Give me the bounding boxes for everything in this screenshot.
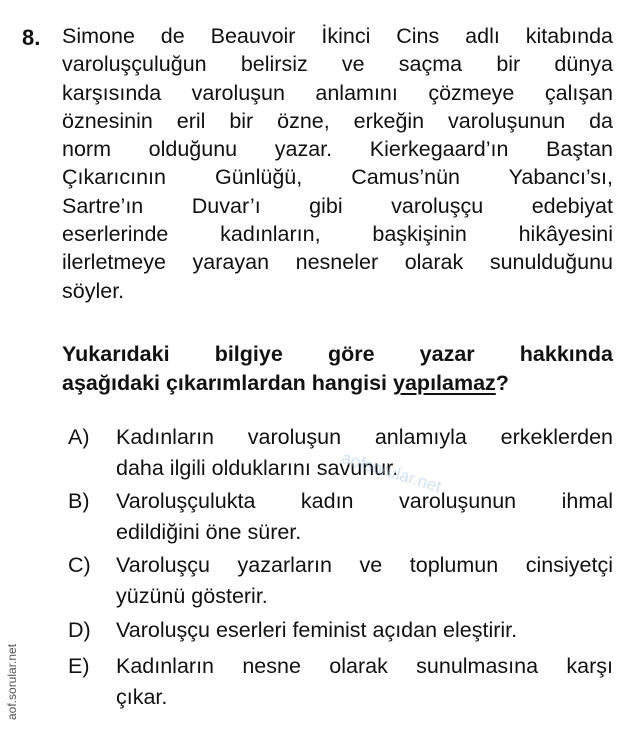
- option-text-line: Varoluşçu eserleri feminist açıdan eleştirir.: [116, 618, 518, 642]
- option-text-line: Varoluşçulukta kadın varoluşunun ihmal: [116, 489, 613, 513]
- question-paragraph: [62, 22, 613, 305]
- paragraph-line: Çıkarıcının Günlüğü, Camus’nün Yabancı’sı,: [62, 165, 613, 190]
- option-letter: A): [68, 425, 90, 449]
- paragraph-line: öznesinin eril bir özne, erkeğin varoluşunun da: [62, 108, 613, 133]
- question-stem: [62, 340, 613, 398]
- paragraph-line: varoluşçuluğun belirsiz ve saçma bir dünya: [62, 52, 613, 77]
- paragraph-line: norm olduğunu yazar. Kierkegaard’ın Baştan: [62, 137, 613, 162]
- stem-underlined-word: yapılamaz: [393, 371, 496, 395]
- option-text-line: daha ilgili olduklarını savunur.: [116, 456, 399, 480]
- option-text-line: Varoluşçu yazarların ve toplumun cinsiyetçi: [116, 553, 613, 577]
- paragraph-line: Sartre’ın Duvar’ı gibi varoluşçu edebiyat: [62, 193, 613, 218]
- stem-line: [62, 369, 613, 398]
- option-letter: D): [68, 618, 91, 642]
- option-text-line: Kadınların varoluşun anlamıyla erkeklerden: [116, 425, 613, 449]
- paragraph-line: ilerletmeye yarayan nesneler olarak sunulduğunu: [62, 250, 613, 275]
- paragraph-line: Simone de Beauvoir İkinci Cins adlı kitabında: [62, 24, 613, 48]
- option-text-line: Kadınların nesne olarak sunulmasına karşı: [116, 654, 613, 678]
- paragraph-line: söyler.: [62, 278, 125, 303]
- option-text-line: edildiğini öne sürer.: [116, 520, 302, 544]
- stem-question-mark: ?: [495, 371, 509, 395]
- center-watermark: aofsorular.net: [339, 448, 444, 497]
- question-number: 8.: [22, 25, 41, 50]
- option-letter: E): [68, 654, 90, 678]
- paragraph-line: karşısında varoluşun anlamını çözmeye çalışan: [62, 80, 613, 105]
- paragraph-line: eserlerinde kadınların, başkişinin hikâyesini: [62, 222, 613, 247]
- stem-text: aşağıdaki çıkarımlardan hangisi: [62, 371, 394, 395]
- option-letter: C): [68, 553, 91, 577]
- option-text-line: yüzünü gösterir.: [116, 584, 268, 608]
- side-watermark: aof.sorular.net: [5, 643, 19, 720]
- option-text-line: çıkar.: [116, 685, 168, 709]
- option-letter: B): [68, 489, 90, 513]
- stem-line: Yukarıdaki bilgiye göre yazar hakkında: [62, 342, 613, 366]
